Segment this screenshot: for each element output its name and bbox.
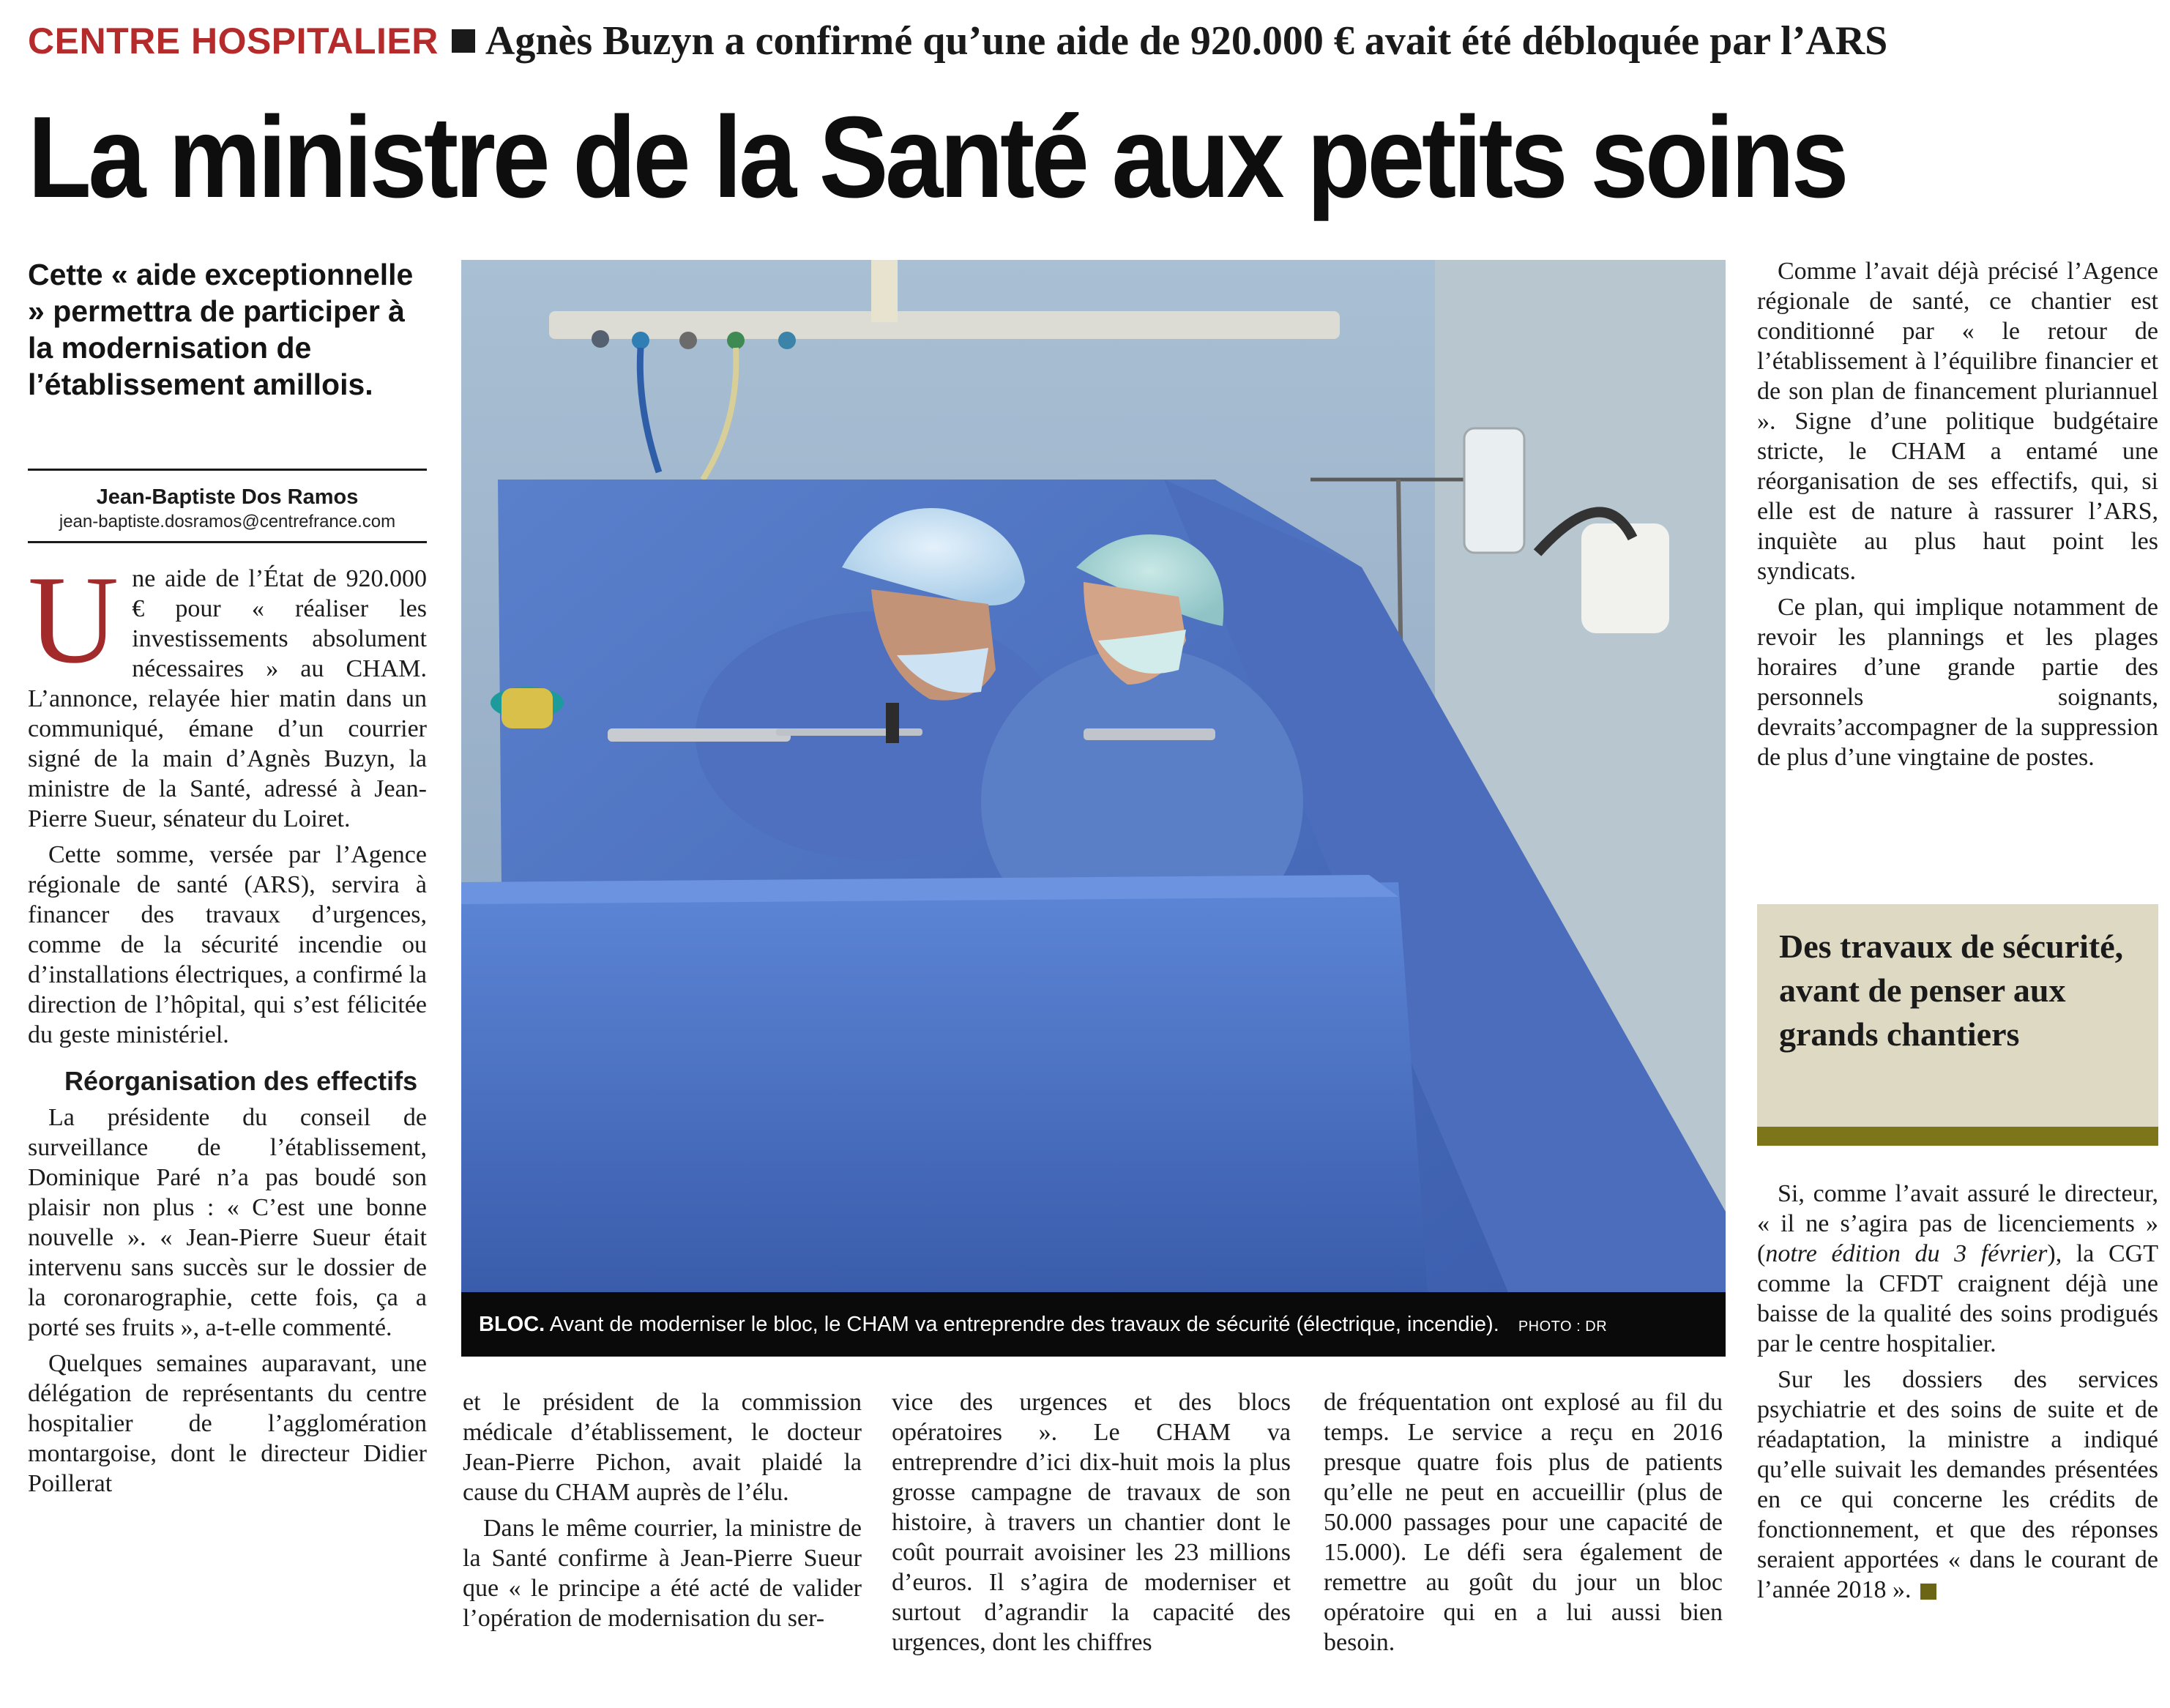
photo-caption	[461, 1292, 1726, 1357]
article-column-1	[28, 551, 427, 1504]
caption-label: BLOC.	[479, 1313, 545, 1336]
article-column-3	[892, 1387, 1291, 1663]
sidebar-box	[1757, 904, 2158, 1146]
end-of-article-square-icon	[1920, 1584, 1936, 1600]
article-paragraph: Si, comme l’avait assuré le directeur, « il ne s’agira pas de licenciements » (notre édition du 3 février), la CGT comme la CFDT craignent déjà une baisse de la qualité des soins prodigués par le centre hospitalier.	[1757, 1180, 2158, 1357]
article-paragraph: Ce plan, qui implique notamment de revoir les plannings et les plages horaires d’une grande partie des personnels soignants, devraits’accompagner de la suppression de plus d’une vingtaine de postes.	[1757, 594, 2158, 771]
sidebar-title: Des travaux de sécurité, avant de penser aux grands chantiers	[1779, 928, 2124, 1053]
headline: La ministre de la Santé aux petits soins	[28, 93, 1846, 222]
article-paragraph: Dans le même courrier, la ministre de la Santé confirme à Jean-Pierre Sueur que « le principe a été acté de valider l’opération de modernisation du ser-	[463, 1515, 862, 1632]
article-paragraph: Comme l’avait déjà précisé l’Agence régionale de santé, ce chantier est conditionné par « le retour de l’établissement à l’équilibre financier et de son plan de financement pluriannuel ». Signe d’une politique budgétaire stricte, le CHAM a entamé une réorganisation de ses effectifs, qui, si elle est de nature à rassurer l’ARS, inquiète au plus haut point les syndicats.	[1757, 258, 2158, 585]
article-column-4	[1324, 1387, 1723, 1663]
surgery-photo	[461, 260, 1726, 1292]
square-bullet-icon	[452, 29, 475, 53]
italic-reference: notre édition du 3 février	[1765, 1240, 2048, 1267]
kicker-line	[28, 18, 2144, 69]
photo-credit: PHOTO : DR	[1518, 1319, 1608, 1335]
subhead: Réorganisation des effectifs	[64, 1066, 418, 1096]
section-rubric: CENTRE HOSPITALIER	[28, 20, 439, 61]
article-paragraph: Une aide de l’État de 920.000 € pour « réaliser les investissements absolument nécessaires » au CHAM. L’annonce, relayée hier matin dans un communiqué, émane d’un courrier signé de la main d’Agnès Buzyn, la ministre de la Santé, adressé à Jean-Pierre Sueur, sénateur du Loiret.	[28, 551, 427, 832]
article-column-5	[1757, 256, 2158, 778]
author-name: Jean-Baptiste Dos Ramos	[96, 485, 359, 509]
article-paragraph: La présidente du conseil de surveillance de l’établissement, Dominique Paré n’a pas boudé son plaisir non plus : « C’est une bonne nouvelle ». « Jean-Pierre Sueur était intervenu sans succès sur le dossier de la coronarographie, cette fois, ça a porté ses fruits », a-t-elle commenté.	[28, 1104, 427, 1341]
article-paragraph: et le président de la commission médicale d’établissement, le docteur Jean-Pierre Pichon, avait plaidé la cause du CHAM auprès de l’élu.	[463, 1389, 862, 1506]
article-column-5-continued	[1757, 1179, 2158, 1611]
article-paragraph: vice des urgences et des blocs opératoires ». Le CHAM va entreprendre d’ici dix-huit mois la plus grosse campagne de travaux de son histoire, à travers un chantier dont le coût pourrait avoisiner les 23 millions d’euros. Il s’agira de moderniser et surtout d’agrandir la capacité des urgences, dont les chiffres	[892, 1389, 1291, 1656]
article-paragraph: Sur les dossiers des services psychiatrie et des soins de suite et de réadaptation, la ministre a indiqué qu’elle suivait les demandes présentées en ce qui concerne les crédits de fonctionnement, et que des réponses seraient apportées « dans le courant de l’année 2018 ».	[1757, 1366, 2158, 1603]
lede: Cette « aide exceptionnelle » permettra de participer à la modernisation de l’établissement amillois.	[28, 258, 414, 401]
author-email: jean-baptiste.dosramos@centrefrance.com	[59, 512, 396, 532]
article-paragraph: Quelques semaines auparavant, une délégation de représentants du centre hospitalier de l’agglomération montargoise, dont le directeur Didier Poillerat	[28, 1350, 427, 1497]
kicker-text: Agnès Buzyn a confirmé qu’une aide de 920.000 € avait été débloquée par l’ARS	[485, 18, 1888, 64]
byline	[28, 469, 427, 543]
article-paragraph: Cette somme, versée par l’Agence régionale de santé (ARS), servira à financer des travaux d’urgences, comme de la sécurité incendie ou d’installations électriques, a confirmé la direction de l’hôpital, qui s’est félicitée du geste ministériel.	[28, 841, 427, 1048]
article-paragraph: de fréquentation ont explosé au fil du temps. Le service a reçu en 2016 presque quatre fois plus de patients qu’elle ne peut en accueillir (plus de 50.000 passages pour une capacité de 15.000). Le défi sera également de remettre au goût du jour un bloc opératoire qui en a lui aussi bien besoin.	[1324, 1389, 1723, 1656]
caption-text: Avant de moderniser le bloc, le CHAM va entreprendre des travaux de sécurité (électrique, incendie).	[549, 1313, 1499, 1336]
article-column-2	[463, 1387, 862, 1639]
drop-cap: U	[28, 551, 119, 690]
